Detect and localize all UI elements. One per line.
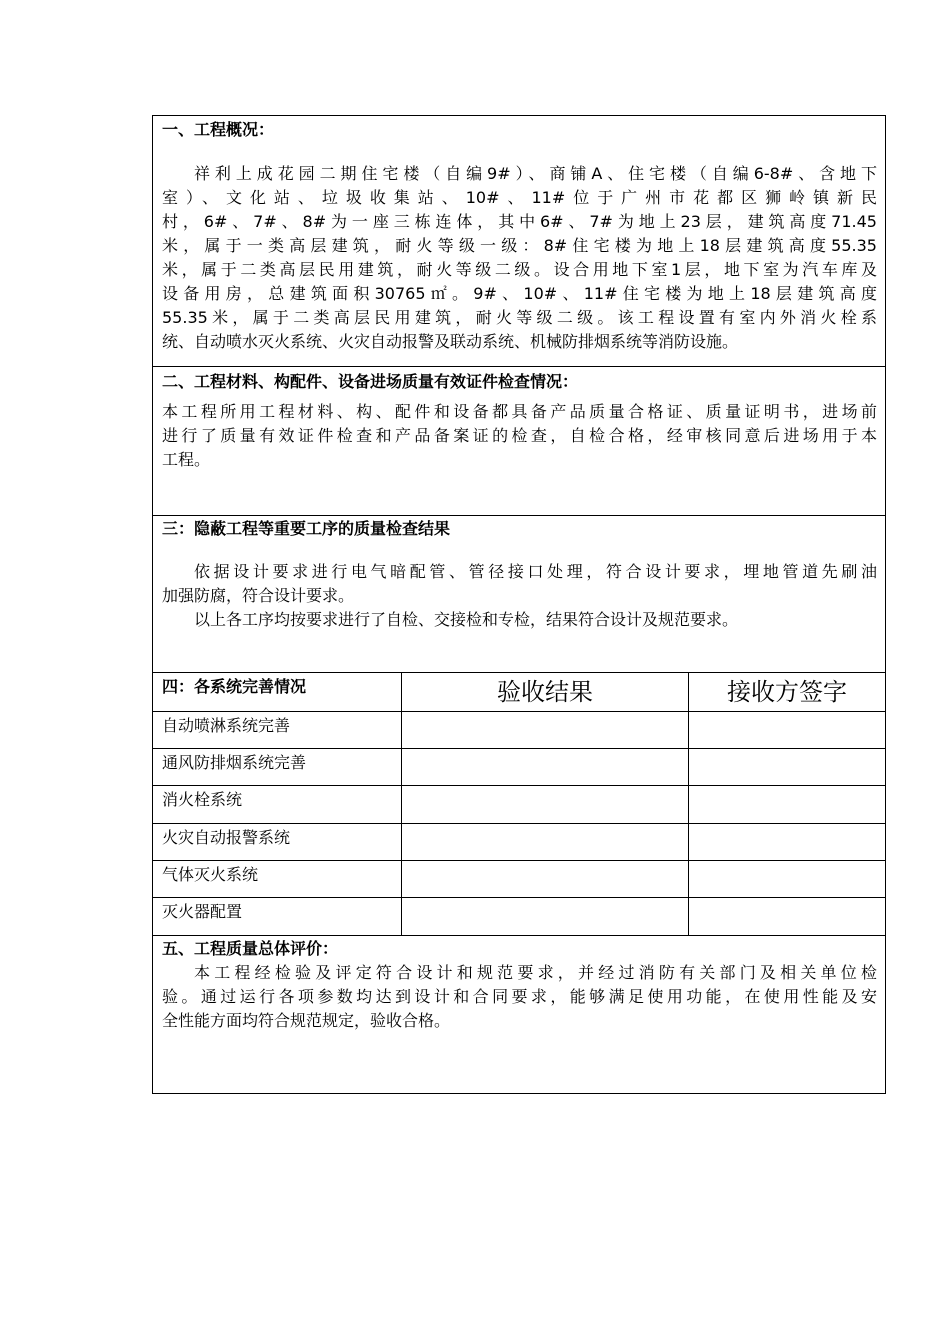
concealed-line: 加强防腐，符合设计要求。 — [162, 586, 355, 605]
materials-line: 进行了质量有效证件检查和产品备案证的检查，自检合格，经审核同意后进场用于本 — [162, 426, 877, 445]
signature-cell[interactable] — [689, 824, 885, 860]
signature-cell[interactable] — [689, 749, 885, 785]
section-concealed-heading: 三：隐蔽工程等重要工序的质量检查结果 — [162, 519, 451, 538]
overview-line: 米，属于二类高层民用建筑，耐火等级二级。设合用地下室1层，地下室为汽车库及 — [162, 260, 877, 279]
evaluation-line: 本工程经检验及评定符合设计和规范要求，并经过消防有关部门及相关单位检 — [194, 963, 877, 982]
result-cell[interactable] — [402, 786, 689, 823]
system-name: 灭火器配置 — [153, 898, 402, 935]
systems-heading: 四：各系统完善情况 — [153, 673, 402, 711]
result-cell[interactable] — [402, 898, 689, 935]
table-row — [153, 712, 885, 749]
signature-cell[interactable] — [689, 712, 885, 748]
result-cell[interactable] — [402, 712, 689, 748]
signature-cell[interactable] — [689, 898, 885, 935]
section-materials — [153, 367, 885, 516]
overview-line: 米，属于一类高层建筑，耐火等级一级：8#住宅楼为地上18层建筑高度55.35 — [162, 236, 877, 255]
section-overview — [153, 116, 885, 367]
col-receiver-signature: 接收方签字 — [727, 678, 847, 706]
system-name: 火灾自动报警系统 — [153, 824, 402, 860]
section-concealed-body — [153, 560, 885, 632]
evaluation-line: 全性能方面均符合规范规定，验收合格。 — [162, 1011, 451, 1030]
table-row — [153, 861, 885, 898]
section-materials-heading: 二、工程材料、构配件、设备进场质量有效证件检查情况： — [162, 372, 579, 391]
section-overview-heading: 一、工程概况： — [162, 120, 275, 139]
section-evaluation-body — [153, 961, 885, 1033]
system-name: 自动喷淋系统完善 — [153, 712, 402, 748]
acceptance-form — [152, 115, 886, 1094]
result-cell[interactable] — [402, 749, 689, 785]
table-row — [153, 824, 885, 861]
overview-line: 祥利上成花园二期住宅楼（自编9#）、商铺A、住宅楼（自编6-8#、含地下 — [194, 164, 877, 183]
overview-line: 室）、文化站、垃圾收集站、10#、11#位于广州市花都区狮岭镇新民 — [162, 188, 877, 207]
col-acceptance-result: 验收结果 — [402, 673, 689, 711]
concealed-line: 以上各工序均按要求进行了自检、交接检和专检，结果符合设计及规范要求。 — [194, 610, 739, 629]
result-cell[interactable] — [402, 824, 689, 860]
system-name: 消火栓系统 — [153, 786, 402, 823]
section-overall-evaluation — [153, 936, 885, 1093]
overview-line: 统、自动喷水灭火系统、火灾自动报警及联动系统、机械防排烟系统等消防设施。 — [162, 332, 739, 351]
section-evaluation-heading: 五、工程质量总体评价： — [162, 939, 339, 958]
section-concealed-works — [153, 516, 885, 673]
evaluation-line: 验。通过运行各项参数均达到设计和合同要求，能够满足使用功能，在使用性能及安 — [162, 987, 877, 1006]
section-materials-body — [153, 400, 885, 472]
signature-cell[interactable] — [689, 786, 885, 823]
overview-line: 55.35米，属于二类高层民用建筑，耐火等级二级。该工程设置有室内外消火栓系 — [162, 308, 877, 327]
section-overview-body — [153, 162, 885, 354]
materials-line: 本工程所用工程材料、构、配件和设备都具备产品质量合格证、质量证明书，进场前 — [162, 402, 877, 421]
overview-line: 村，6#、7#、8#为一座三栋连体，其中6#、7#为地上23层，建筑高度71.45 — [162, 212, 877, 231]
table-row — [153, 786, 885, 824]
signature-cell[interactable] — [689, 861, 885, 897]
table-row — [153, 749, 885, 786]
systems-table-header — [153, 673, 885, 712]
concealed-line: 依据设计要求进行电气暗配管、管径接口处理，符合设计要求，埋地管道先刷油 — [194, 562, 877, 581]
result-cell[interactable] — [402, 861, 689, 897]
materials-line: 工程。 — [162, 450, 211, 469]
system-name: 通风防排烟系统完善 — [153, 749, 402, 785]
table-row — [153, 898, 885, 936]
system-name: 气体灭火系统 — [153, 861, 402, 897]
overview-line: 设备用房，总建筑面积30765㎡。9#、10#、11#住宅楼为地上18层建筑高度 — [162, 284, 877, 303]
